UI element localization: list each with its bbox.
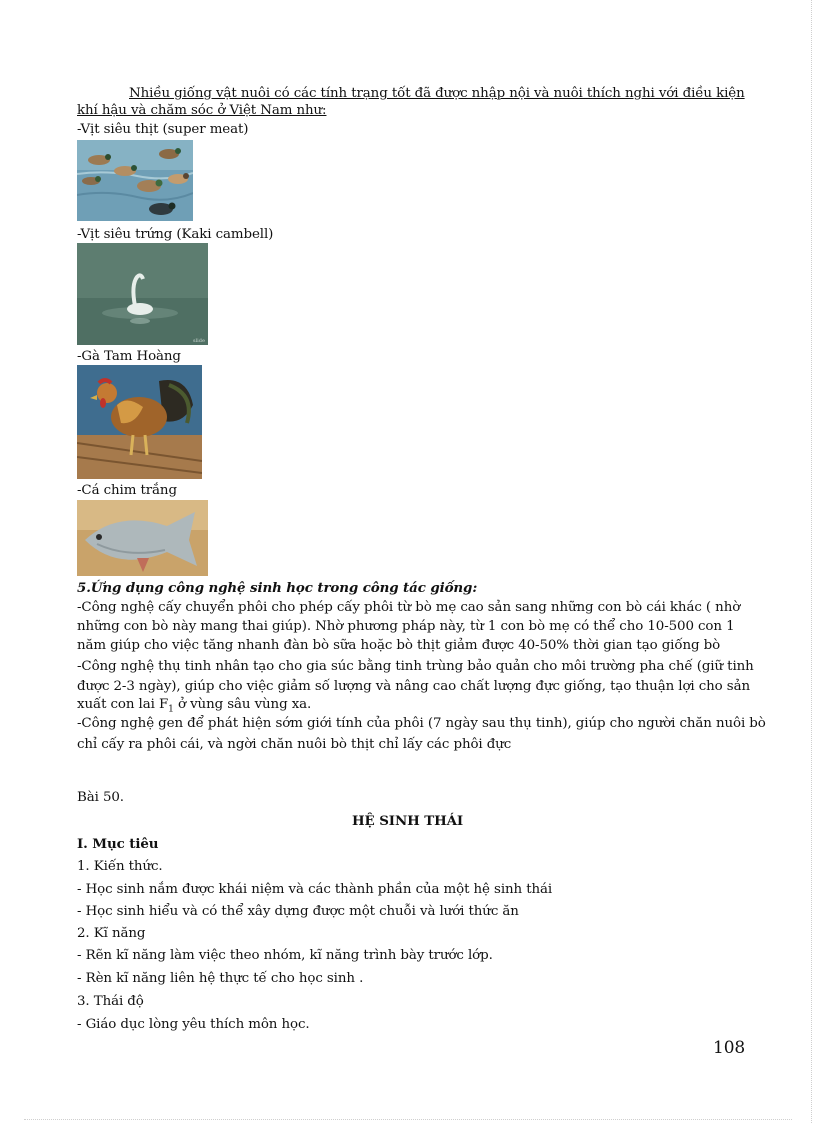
section-5-line: -Công nghệ cấy chuyển phôi cho phép cấy phôi từ bò mẹ cao sản sang những con bò cái khác ( nhờ	[77, 600, 741, 615]
objective-item: - Giáo dục lòng yêu thích môn học.	[77, 1017, 310, 1032]
section-5-line: -Công nghệ thụ tinh nhân tạo cho gia súc bằng tinh trùng bảo quản cho môi trường pha chế (giữ tinh	[77, 659, 754, 674]
lesson-title: HỆ SINH THÁI	[352, 813, 464, 829]
section-5-line: chỉ cấy ra phôi cái, và ngời chăn nuôi bò thịt chỉ lấy các phôi đực	[77, 737, 512, 752]
section-5-line: năm giúp cho việc tăng nhanh đàn bò sữa hoặc bò thịt giảm được 40-50% thời gian tạo giống bò	[77, 638, 721, 653]
breed-label-pomfret-fish: -Cá chim trắng	[77, 483, 177, 498]
objective-item: 3. Thái độ	[77, 994, 144, 1009]
objective-item: - Học sinh nắm được khái niệm và các thành phần của một hệ sinh thái	[77, 882, 553, 897]
intro-line-1: Nhiều giống vật nuôi có các tính trạng tốt đã được nhập nội và nuôi thích nghi với điều kiện	[129, 86, 745, 101]
f1-text-pre: xuất con lai F	[77, 697, 169, 712]
section-5-f1-line	[77, 697, 311, 718]
objective-item: - Học sinh hiểu và có thể xây dựng được một chuỗi và lưới thức ăn	[77, 904, 519, 919]
pomfret-fish-photo	[77, 500, 208, 576]
page-right-border	[811, 0, 812, 1123]
objectives-heading: I. Mục tiêu	[77, 836, 159, 852]
breed-label-super-meat-duck: -Vịt siêu thịt (super meat)	[77, 122, 249, 137]
section-5-line: được 2-3 ngày), giúp cho việc giảm số lượng và nâng cao chất lượng đực giống, tạo thuận lợi cho sản	[77, 679, 750, 694]
intro-line-2: khí hậu và chăm sóc ở Việt Nam như:	[77, 103, 327, 118]
breed-label-egg-duck: -Vịt siêu trứng (Kaki cambell)	[77, 227, 274, 242]
lesson-number: Bài 50.	[77, 790, 124, 805]
egg-duck-photo	[77, 243, 208, 345]
f1-text-post: ở vùng sâu vùng xa.	[173, 697, 312, 712]
objective-item: - Rèn kĩ năng liên hệ thực tế cho học sinh .	[77, 971, 364, 986]
breed-label-tam-hoang-chicken: -Gà Tam Hoàng	[77, 349, 181, 364]
section-5-line: -Công nghệ gen để phát hiện sớm giới tính của phôi (7 ngày sau thụ tinh), giúp cho người chăn nuôi bò	[77, 716, 766, 731]
objective-item: 1. Kiến thức.	[77, 859, 163, 874]
super-meat-duck-photo	[77, 140, 193, 221]
svg-text:slide: slide	[193, 338, 205, 344]
objective-item: - Rẽn kĩ năng làm việc theo nhóm, kĩ năng trình bày trước lớp.	[77, 948, 493, 963]
page-number: 108	[713, 1038, 746, 1058]
page-bottom-border	[24, 1119, 792, 1120]
f1-subscript: 1	[168, 704, 174, 715]
section-5-line: những con bò này mang thai giúp). Nhờ phương pháp này, từ 1 con bò mẹ có thể cho 10-500 con 1	[77, 619, 735, 634]
objective-item: 2. Kĩ năng	[77, 926, 146, 941]
section-5-heading: 5.Ứng dụng công nghệ sinh học trong công tác giống:	[77, 580, 478, 596]
tam-hoang-chicken-photo	[77, 365, 202, 479]
